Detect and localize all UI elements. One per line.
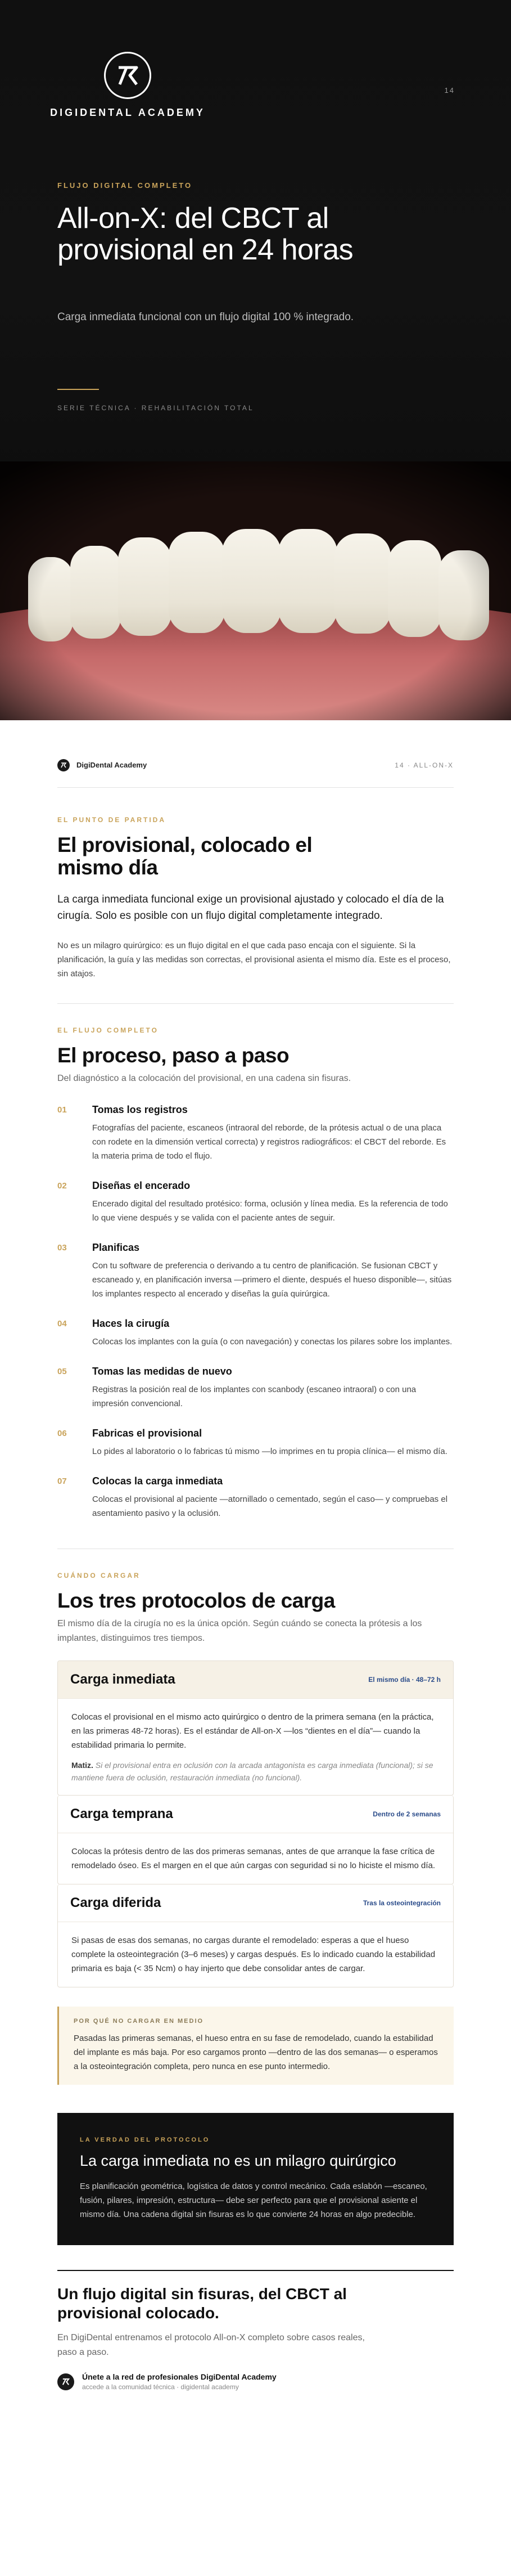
cta-subtitle: accede a la comunidad técnica · digidental academy: [82, 2383, 239, 2391]
hero: [0, 0, 511, 720]
process-step: [57, 1180, 454, 1225]
process-step: [57, 1104, 454, 1163]
callout-note: [57, 2007, 454, 2085]
note-title: POR QUÉ NO CARGAR EN MEDIO: [74, 2018, 204, 2025]
section1-title: El provisional, colocado el mismo día: [57, 833, 313, 879]
closing-cta[interactable]: [57, 2372, 454, 2391]
doc-tag: 14 · ALL-ON-X: [395, 761, 454, 769]
truth-title: La carga inmediata no es un milagro quirúrgico: [80, 2152, 396, 2169]
step-description: Colocas el provisional al paciente —atornillado o cementado, según el caso— y compruebas el asentamiento pasivo y la oclusión.: [92, 1495, 448, 1518]
step-description: Lo pides al laboratorio o lo fabricas tú mismo —lo imprimes en tu propia clínica— el mismo día.: [92, 1447, 447, 1456]
document-body: [0, 743, 511, 2425]
truth-body: Es planificación geométrica, logística de datos y control mecánico. Cada eslabón —escaneo, fusión, pilares, impresión, estructura— debe ser perfecto para que el provisional asiente el mismo día. Una cadena digital sin fisuras es lo que convierte 24 horas en algo predecible.: [80, 2182, 427, 2219]
doc-brand-name: DigiDental Academy: [76, 761, 147, 769]
protocol-card-early: [57, 1796, 454, 1884]
protocol-name: Carga inmediata: [70, 1672, 175, 1687]
cta-logo-icon: [57, 2373, 74, 2390]
page-number: 14: [444, 86, 455, 95]
section-starting-point: [57, 788, 454, 1004]
step-number: 02: [57, 1181, 67, 1191]
step-description: Colocas los implantes con la guía (o con navegación) y conectas los pilares sobre los implantes.: [92, 1337, 453, 1347]
section1-body: No es un milagro quirúrgico: es un flujo digital en el que cada paso encaja con el siguiente. Si la planificación, la guía y las medidas son correctas, el provisional asienta el mismo día. Este es el proceso, sin atajos.: [57, 941, 451, 979]
protocol-header: [58, 1796, 453, 1833]
step-title: Tomas las medidas de nuevo: [92, 1366, 232, 1377]
step-number: 01: [57, 1105, 67, 1115]
protocol-time: Tras la osteointegración: [363, 1899, 441, 1907]
process-step: [57, 1242, 454, 1301]
nuance-text: Si el provisional entra en oclusión con la arcada antagonista es carga inmediata (funcional); si se mantiene fuera de oclusión, restauración inmediata (no funcional).: [71, 1761, 433, 1782]
protocol-description: Colocas la prótesis dentro de las dos primeras semanas, antes de que arranque la fase crítica de remodelado óseo. Es el margen en el que aún cargas con seguridad si no lo hiciste el mismo día.: [71, 1847, 436, 1870]
process-step: [57, 1318, 454, 1349]
step-title: Colocas la carga inmediata: [92, 1475, 223, 1487]
brand-name: DIGIDENTAL ACADEMY: [50, 107, 205, 118]
section3-kicker: CUÁNDO CARGAR: [57, 1572, 141, 1579]
step-title: Fabricas el provisional: [92, 1428, 202, 1439]
nuance-label: Matiz.: [71, 1761, 93, 1770]
hero-eyebrow: FLUJO DIGITAL COMPLETO: [57, 181, 193, 190]
doc-brand: [57, 759, 147, 771]
step-title: Tomas los registros: [92, 1104, 188, 1115]
hero-title: All-on-X: del CBCT al provisional en 24 horas: [57, 202, 354, 266]
protocol-header: [58, 1661, 453, 1698]
protocol-description: Colocas el provisional en el mismo acto quirúrgico o dentro de la primera semana (en la práctica, en las primeras 48-72 horas). Es el estándar de All-on-X —los “dientes en el día”— cuando la estabilidad primaria lo permite.: [71, 1712, 434, 1750]
protocol-body: [58, 1833, 453, 1884]
section2-kicker: EL FLUJO COMPLETO: [57, 1026, 159, 1034]
prosthesis-photo: [0, 461, 511, 720]
closing-section: [57, 2270, 454, 2425]
mini-logo-icon: [57, 759, 70, 771]
step-number: 04: [57, 1319, 67, 1329]
protocol-body: [58, 1922, 453, 1987]
step-number: 03: [57, 1243, 67, 1253]
step-title: Haces la cirugía: [92, 1318, 170, 1329]
step-description: Registras la posición real de los implantes con scanbody (escaneo intraoral) o con una impresión convencional.: [92, 1385, 417, 1408]
note-body: Pasadas las primeras semanas, el hueso entra en su fase de remodelado, cuando la estabilidad del implante es más baja. Por eso cargamos pronto —dentro de las dos semanas— o esperamos a la osteointegración completa, pero nunca en ese punto intermedio.: [74, 2034, 438, 2071]
brand-logo: [0, 52, 255, 119]
section3-title: Los tres protocolos de carga: [57, 1589, 335, 1612]
protocol-time: Dentro de 2 semanas: [373, 1810, 441, 1818]
protocol-name: Carga temprana: [70, 1806, 173, 1821]
protocol-name: Carga diferida: [70, 1895, 161, 1910]
truth-callout: [57, 2113, 454, 2245]
section2-intro: Del diagnóstico a la colocación del provisional, en una cadena sin fisuras.: [57, 1074, 351, 1083]
process-step: [57, 1428, 454, 1458]
section1-lead: La carga inmediata funcional exige un provisional ajustado y colocado el día de la cirugía. Solo es posible con un flujo digital completamente integrado.: [57, 894, 444, 922]
protocol-header: [58, 1884, 453, 1922]
step-number: 07: [57, 1477, 67, 1486]
process-step: [57, 1475, 454, 1520]
cta-title: Únete a la red de profesionales DigiDental Academy: [82, 2372, 277, 2381]
protocol-card-immediate: [57, 1661, 454, 1796]
protocol-time: El mismo día · 48–72 h: [368, 1676, 441, 1684]
section2-title: El proceso, paso a paso: [57, 1044, 290, 1067]
step-number: 06: [57, 1429, 67, 1438]
step-description: Con tu software de preferencia o derivando a tu centro de planificación. Se fusionan CBCT y escaneado y, en planificación inversa —primero el diente, después el hueso disponible—, sitúas los implantes respecto al encerado y diseñas la guía quirúrgica.: [92, 1261, 452, 1299]
document-header: [57, 743, 454, 788]
truth-kicker: LA VERDAD DEL PROTOCOLO: [80, 2137, 210, 2143]
step-title: Diseñas el encerado: [92, 1180, 191, 1191]
protocol-card-deferred: [57, 1884, 454, 1987]
section1-kicker: EL PUNTO DE PARTIDA: [57, 816, 166, 824]
step-number: 05: [57, 1367, 67, 1376]
step-title: Planificas: [92, 1242, 140, 1253]
step-description: Fotografías del paciente, escaneos (intraoral del reborde, de la prótesis actual o de una placa con rodete en la dimensión vertical correcta) y registros radiográficos: el CBCT del reborde. Es la materia prima de todo el flujo.: [92, 1123, 446, 1161]
protocol-nuance: [71, 1759, 440, 1784]
closing-title: Un flujo digital sin fisuras, del CBCT al provisional colocado.: [57, 2285, 347, 2322]
hero-subtitle: Carga inmediata funcional con un flujo digital 100 % integrado.: [57, 311, 354, 323]
process-step: [57, 1366, 454, 1411]
section-process: [57, 1004, 454, 1549]
section3-intro: El mismo día de la cirugía no es la única opción. Según cuándo se conecta la prótesis a los implantes, distinguimos tres tiempos.: [57, 1619, 422, 1643]
closing-body: En DigiDental entrenamos el protocolo All-on-X completo sobre casos reales, paso a paso.: [57, 2333, 365, 2357]
hero-series: SERIE TÉCNICA · REHABILITACIÓN TOTAL: [57, 404, 254, 412]
protocol-description: Si pasas de esas dos semanas, no cargas durante el remodelado: esperas a que el hueso complete la osteointegración (3–6 meses) y cargas después. Es lo indicado cuando la estabilidad primaria es baja (< 35 Ncm) o hay injerto que debe consolidar antes de cargar.: [71, 1936, 436, 1973]
logo-mark-icon: [104, 52, 151, 99]
protocol-body: [58, 1698, 453, 1795]
hero-divider: [57, 389, 99, 390]
step-description: Encerado digital del resultado protésico: forma, oclusión y línea media. Es la referencia de todo lo que viene después y se valida con el paciente antes de seguir.: [92, 1199, 448, 1223]
section-load-protocols: [57, 1549, 454, 2102]
